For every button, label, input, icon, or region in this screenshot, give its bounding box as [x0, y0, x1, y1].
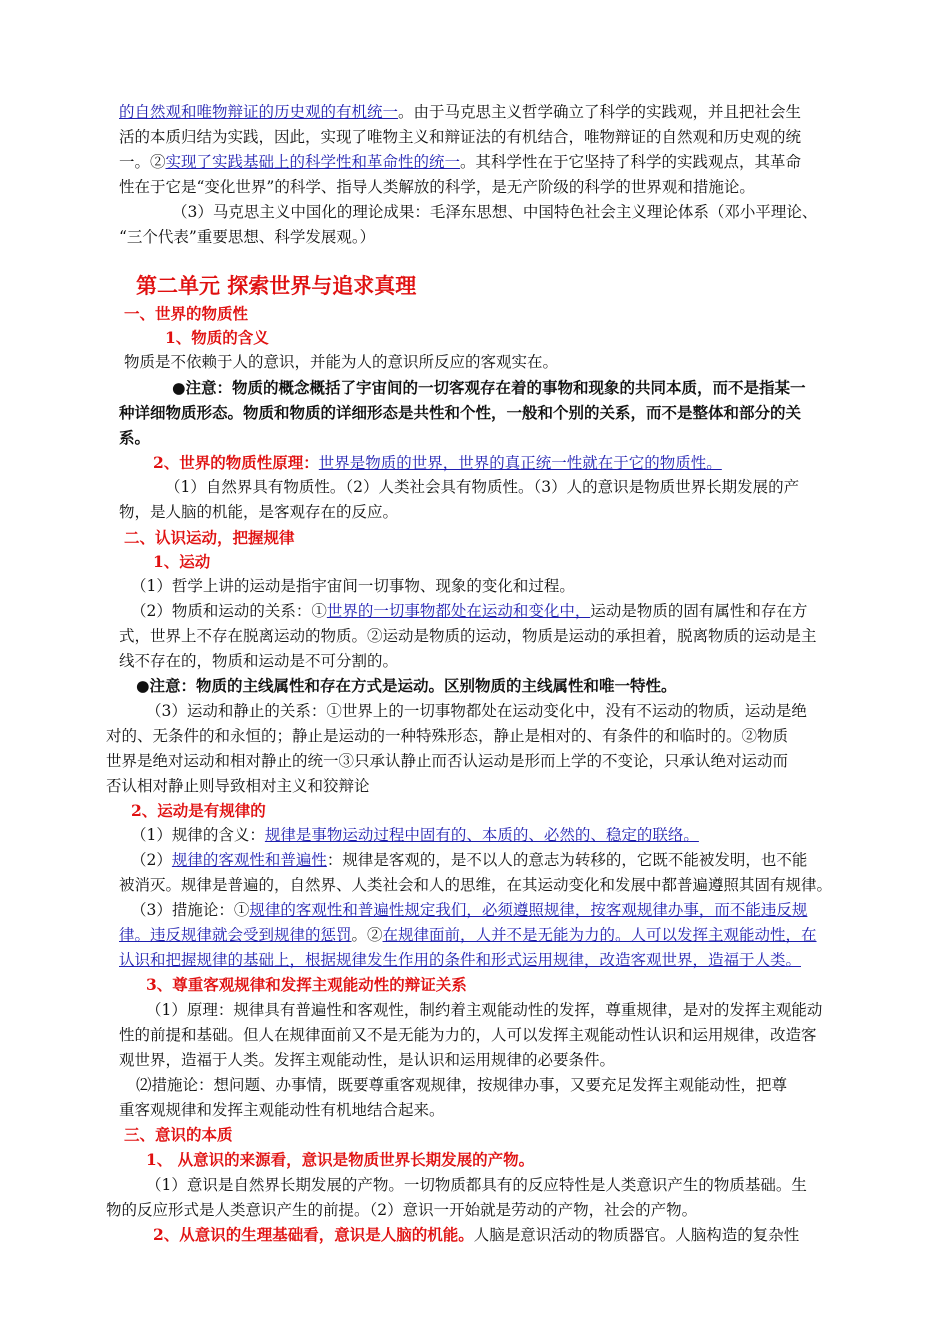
text-line: （1）意识是自然界长期发展的产物。一切物质都具有的反应特性是人类意识产生的物质基础。生: [146, 1176, 807, 1194]
text-line: 物的反应形式是人类意识产生的前提。（2）意识一开始就是劳动的产物，社会的产物。: [106, 1201, 698, 1219]
text-line: （3）马克思主义中国化的理论成果：毛泽东思想、中国特色社会主义理论体系（邓小平理论、: [172, 203, 818, 221]
text-line: 否认相对静止则导致相对主义和狡辩论: [106, 777, 370, 795]
subsection-heading: 2、运动是有规律的: [131, 801, 266, 820]
text-line: [119, 949, 801, 971]
underlined-phrase: 认识和把握规律的基础上，根据规律发生作用的条件和形式运用规律，改造客观世界，造福于人类。: [119, 951, 802, 969]
text-line: （1）哲学上讲的运动是指宇宙间一切事物、现象的变化和过程。: [131, 577, 575, 595]
text-line: [153, 452, 722, 474]
underlined-phrase: 规律是事物运动过程中固有的、本质的、必然的、稳定的联络。: [264, 826, 699, 844]
text-line: [119, 924, 817, 946]
text-line: 性的前提和基础。但人在规律面前又不是无能为力的，人可以发挥主观能动性认识和运用规律，改造客: [119, 1026, 817, 1044]
text-line: 重客观规律和发挥主观能动性有机地结合起来。: [119, 1101, 445, 1119]
text-line: 线不存在的，物质和运动是不可分割的。: [119, 652, 399, 670]
section-heading: 二、认识运动，把握规律: [124, 528, 295, 547]
note-line: 系。: [119, 428, 151, 447]
text-span: （1）规律的含义：: [131, 826, 265, 844]
underlined-phrase: 在规律面前，人并不是无能为力的。人可以发挥主观能动性，在: [382, 926, 817, 944]
underlined-phrase: 世界是物质的世界，世界的真正统一性就在于它的物质性。: [318, 454, 722, 472]
subsection-heading: 2、从意识的生理基础看，意识是人脑的机能。: [153, 1225, 474, 1244]
section-heading: 一、世界的物质性: [124, 304, 249, 323]
text-span: 人脑是意识活动的物质器官。人脑构造的复杂性: [473, 1226, 800, 1244]
text-line: [131, 824, 699, 846]
text-line: [119, 101, 801, 123]
text-line: 对的、无条件的和永恒的；静止是运动的一种特殊形态，静止是相对的、有条件的和临时的。②物质: [106, 727, 789, 745]
text-span: （2）: [131, 851, 172, 869]
text-line: 性在于它是“变化世界”的科学、指导人类解放的科学，是无产阶级的科学的世界观和措施论。: [119, 178, 755, 196]
text-line: [131, 600, 807, 622]
underlined-phrase: 的自然观和唯物辩证的历史观的有机统一: [119, 103, 399, 121]
subsection-heading: 3、尊重客观规律和发挥主观能动性的辩证关系: [146, 975, 467, 994]
subsection-heading: 1、运动: [153, 552, 211, 571]
underlined-phrase: 实现了实践基础上的科学性和革命性的统一: [165, 153, 461, 171]
text-span: （3）措施论：①: [131, 901, 250, 919]
text-line: [153, 1224, 799, 1246]
section-heading: 三、意识的本质: [124, 1125, 233, 1144]
text-line: 式，世界上不存在脱离运动的物质。②运动是物质的运动，物质是运动的承担着，脱离物质的运动是主: [119, 627, 817, 645]
text-span: 。其科学性在于它坚持了科学的实践观点，其革命: [460, 153, 802, 171]
note-line: ●注意：物质的主线属性和存在方式是运动。区别物质的主线属性和唯一特性。: [136, 676, 677, 695]
underlined-phrase: 规律的客观性和普遍性: [171, 851, 327, 869]
unit-title: 第二单元 探索世界与追求真理: [136, 273, 417, 298]
text-line: 被消灭。规律是普遍的，自然界、人类社会和人的思维，在其运动变化和发展中都普遍遵照其固有规律。: [119, 876, 833, 894]
subsection-heading: 2、世界的物质性原理：: [153, 453, 319, 472]
text-span: ：规律是客观的，是不以人的意志为转移的，它既不能被发明，也不能: [326, 851, 808, 869]
text-span: 。②: [351, 926, 383, 944]
text-line: “三个代表”重要思想、科学发展观。）: [119, 228, 376, 246]
underlined-phrase: 规律的客观性和普遍性规定我们，必须遵照规律，按客观规律办事，而不能违反规: [249, 901, 808, 919]
text-span: 。由于马克思主义哲学确立了科学的实践观，并且把社会生: [398, 103, 802, 121]
text-line: （1）自然界具有物质性。（2）人类社会具有物质性。（3）人的意识是物质世界长期发展的产: [165, 478, 800, 496]
subsection-heading: 1、物质的含义: [165, 328, 269, 347]
text-line: 世界是绝对运动和相对静止的统一③只承认静止而否认运动是形而上学的不变论，只承认绝对运动而: [106, 752, 789, 770]
text-span: 一。②: [119, 153, 166, 171]
underlined-phrase: 律。违反规律就会受到规律的惩罚: [119, 926, 352, 944]
text-line: 物质是不依赖于人的意识，并能为人的意识所反应的客观实在。: [124, 353, 559, 371]
text-line: [119, 151, 801, 173]
subsection-heading: 1、 从意识的来源看，意识是物质世界长期发展的产物。: [146, 1150, 535, 1169]
text-line: 观世界，造福于人类。发挥主观能动性，是认识和运用规律的必要条件。: [119, 1051, 616, 1069]
text-span: （2）物质和运动的关系：①: [131, 602, 327, 620]
text-line: [131, 899, 807, 921]
text-line: 活的本质归结为实践，因此，实现了唯物主义和辩证法的有机结合，唯物辩证的自然观和历史观的统: [119, 128, 802, 146]
text-line: 物，是人脑的机能，是客观存在的反应。: [119, 503, 399, 521]
text-line: ⑵措施论：想问题、办事情，既要尊重客观规律，按规律办事，又要充足发挥主观能动性，把尊: [136, 1076, 788, 1094]
text-line: （3）运动和静止的关系：①世界上的一切事物都处在运动变化中，没有不运动的物质，运动是绝: [146, 702, 807, 720]
text-span: 运动是物质的固有属性和存在方: [590, 602, 808, 620]
note-line: ●注意：物质的概念概括了宇宙间的一切客观存在着的事物和现象的共同本质，而不是指某一: [172, 378, 806, 397]
text-line: [131, 849, 807, 871]
note-line: 种详细物质形态。物质和物质的详细形态是共性和个性，一般和个别的关系，而不是整体和部分的关: [119, 403, 802, 422]
underlined-phrase: 世界的一切事物都处在运动和变化中，: [326, 602, 591, 620]
text-line: （1）原理：规律具有普遍性和客观性，制约着主观能动性的发挥，尊重规律，是对的发挥主观能动: [146, 1001, 823, 1019]
